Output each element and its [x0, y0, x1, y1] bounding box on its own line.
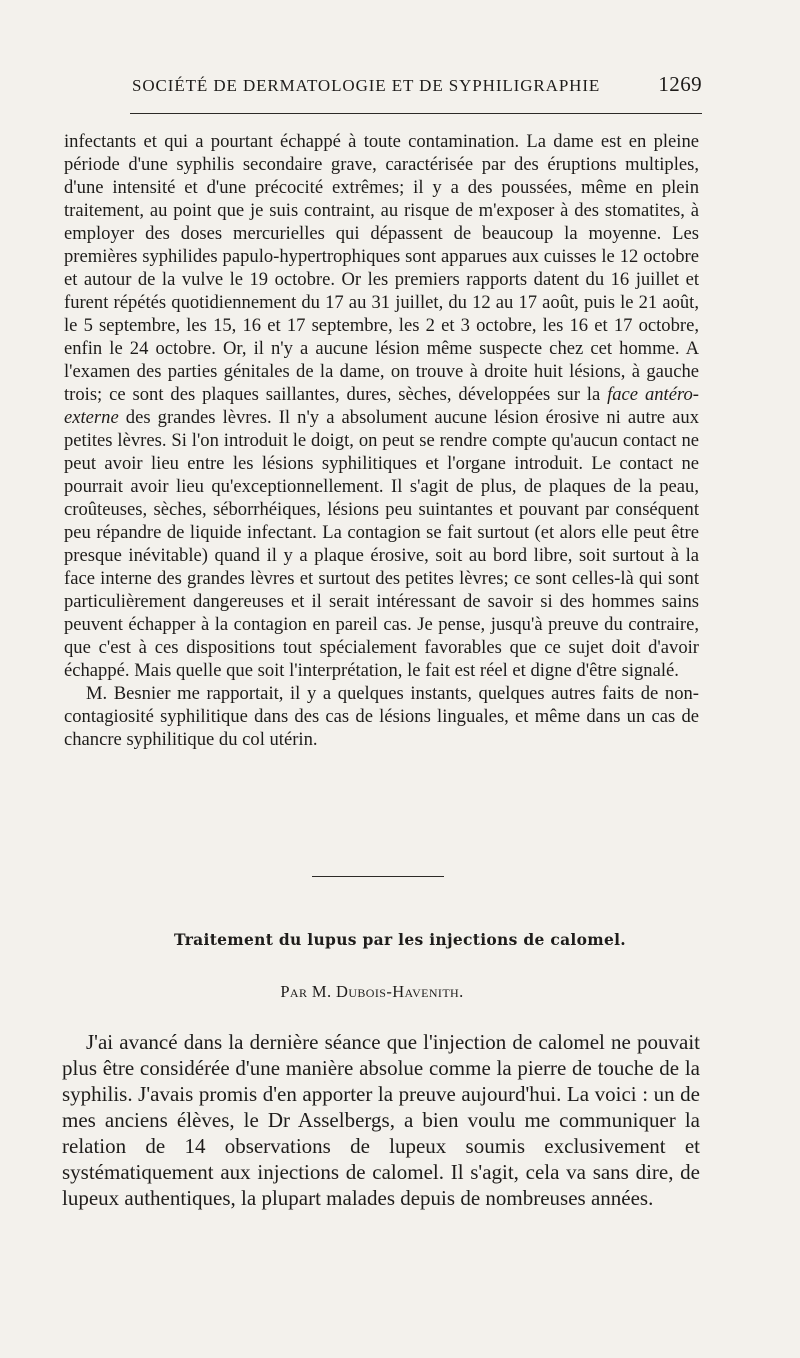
- page-header: [132, 72, 702, 102]
- lead-paragraph: J'ai avancé dans la dernière séance que l'injection de calomel ne pouvait plus être considérée d'une manière absolue comme la pierre de touche de la syphilis. J'avais promis d'en apporter la preuve aujourd'hui. La voici : un de mes anciens élèves, le Dr Asselbergs, a bien voulu me communiquer la relation de 14 observations de lupeux soumis exclusivement et systématiquement aux injections de calomel. Il s'agit, cela va sans dire, de lupeux authentiques, la plupart malades depuis de nombreuses années.: [62, 1030, 700, 1210]
- body-paragraph: [64, 130, 699, 682]
- article-title: Traitement du lupus par les injections de calomel.: [173, 930, 626, 949]
- body-paragraph: M. Besnier me rapportait, il y a quelques instants, quelques autres faits de non-contagiosité syphilitique dans des cas de lésions linguales, et même dans un cas de chancre syphilitique du col utérin.: [64, 683, 699, 750]
- article-lead: [62, 1029, 700, 1211]
- header-rule: [130, 113, 702, 114]
- article-byline: Par M. Dubois-Havenith.: [280, 982, 464, 1001]
- page-number: 1269: [658, 72, 702, 96]
- paragraph-text: infectants et qui a pourtant échappé à toute contamination. La dame est en pleine période d'une syphilis secondaire grave, caractérisée par des éruptions multiples, d'une intensité et d'une précocité extrêmes; il y a des poussées, même en plein traitement, au point que je suis contraint, au risque de m'exposer à des stomatites, à employer des doses mercurielles qui dépassent de beaucoup la moyenne. Les premières syphilides papulo-hypertrophiques sont apparues aux cuisses le 12 octobre et autour de la vulve le 19 octobre. Or les premiers rapports datent du 16 juillet et furent répétés quotidiennement du 17 au 31 juillet, du 12 au 17 août, puis le 21 août, le 5 septembre, les 15, 16 et 17 septembre, les 2 et 3 octobre, les 16 et 17 octobre, enfin le 24 octobre. Or, il n'y a aucune lésion même suspecte chez cet homme. A l'examen des parties génitales de la dame, on trouve à droite huit lésions, à gauche trois; ce sont des plaques saillantes, dures, sèches, développées sur la: [64, 131, 699, 405]
- paragraph-text: des grandes lèvres. Il n'y a absolument aucune lésion érosive ni autre aux petites lèvres. Si l'on introduit le doigt, on peut se rendre compte qu'aucun contact ne peut avoir lieu entre les lésions syphilitiques et l'organe introduit. Le contact ne pourrait avoir lieu qu'exceptionnellement. Il s'agit de plus, de plaques de la peau, croûteuses, sèches, séborrhéiques, lésions peu suintantes et pouvant par conséquent peu répandre de liquide infectant. La contagion se fait surtout (et alors elle peut être presque inévitable) quand il y a plaque érosive, soit au bord libre, soit surtout à la face interne des grandes lèvres et surtout des petites lèvres; ce sont celles-là qui sont particulièrement dangereuses et il serait intéressant de savoir si des hommes sains peuvent échapper à la contagion en pareil cas. Je pense, jusqu'à preuve du contraire, que c'est à ces dispositions tout spécialement favorables que ce sujet doit d'avoir échappé. Mais quelle que soit l'interprétation, le fait est réel et digne d'être signalé.: [64, 407, 699, 681]
- running-title: SOCIÉTÉ DE DERMATOLOGIE ET DE SYPHILIGRAPHIE: [132, 76, 601, 95]
- section-divider: [312, 876, 444, 877]
- italic-phrase: face antéro-externe: [64, 384, 699, 428]
- article-body: [64, 130, 699, 751]
